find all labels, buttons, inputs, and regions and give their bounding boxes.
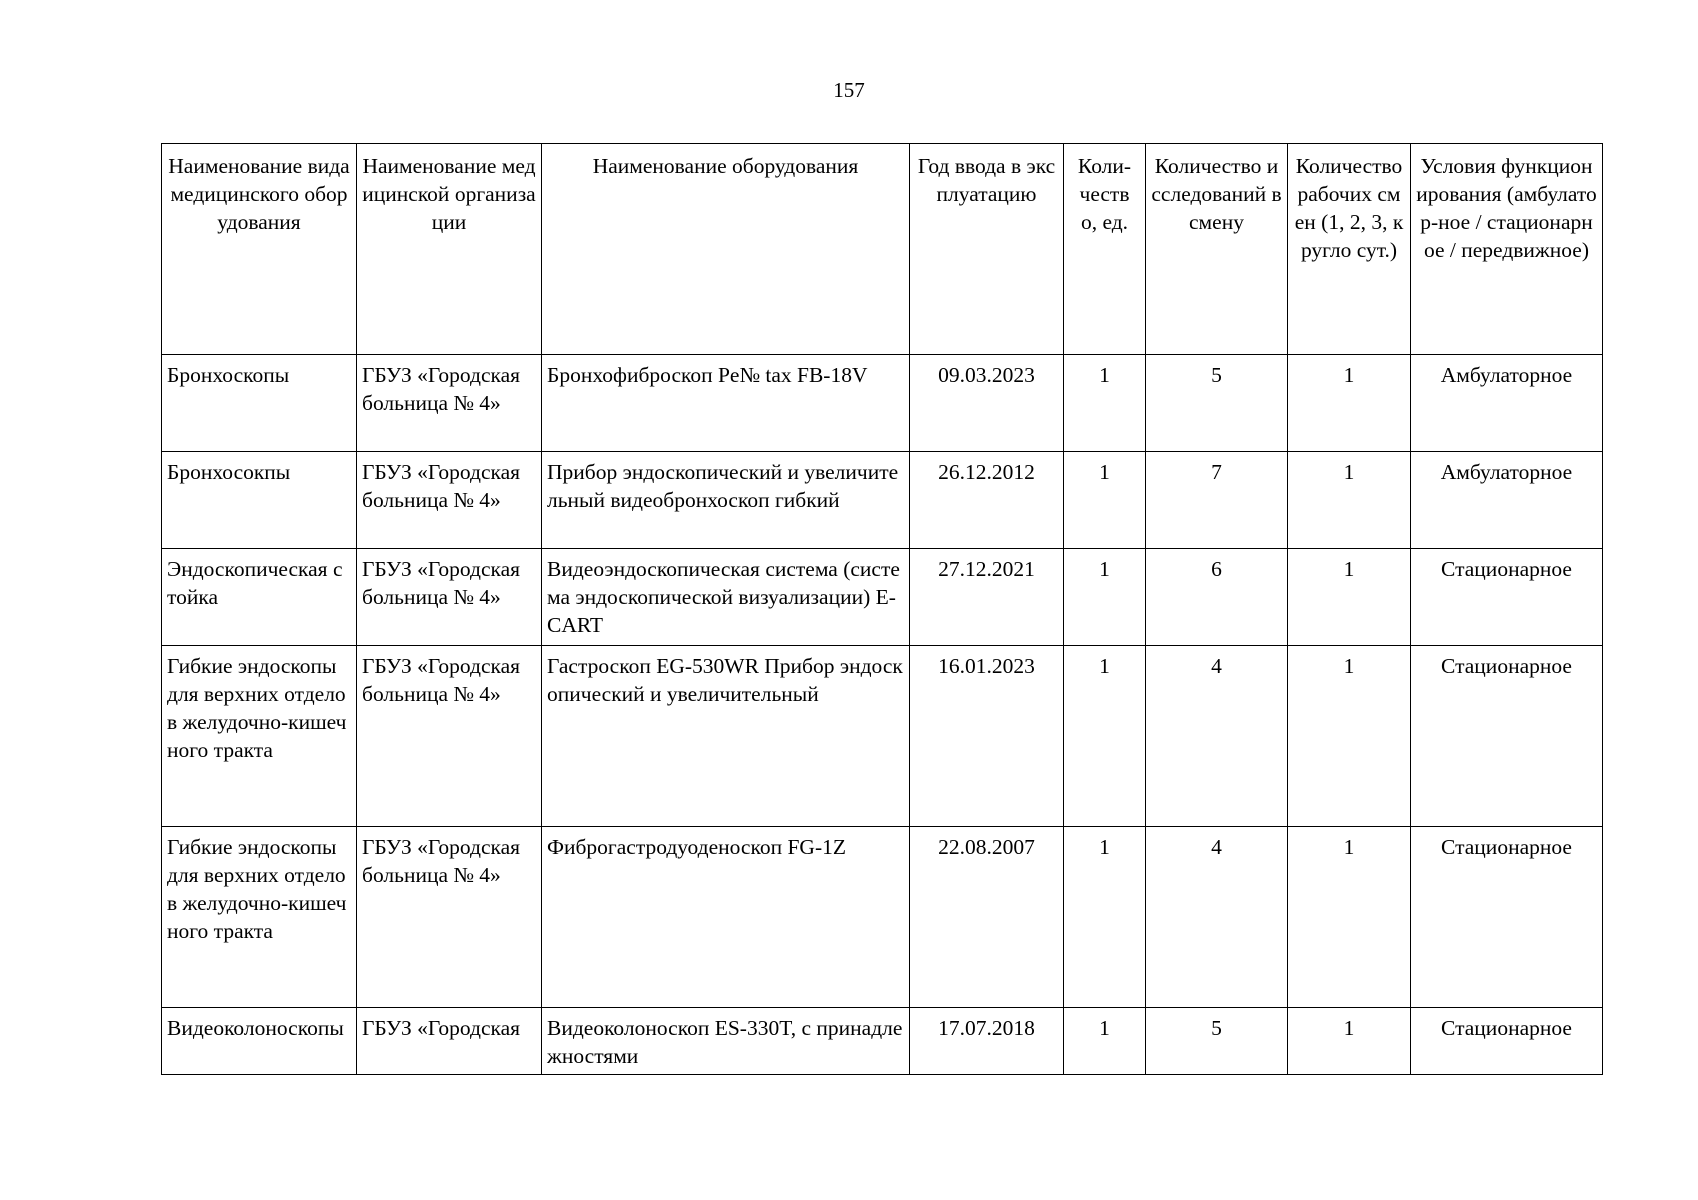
cell-equipment-name: Видеоколоноскоп ES-330T, с принадлежностями xyxy=(542,1008,910,1075)
header-equipment-type: Наименование вида медицинского оборудования xyxy=(162,144,357,355)
cell-year: 09.03.2023 xyxy=(910,355,1064,452)
cell-year: 22.08.2007 xyxy=(910,827,1064,1008)
cell-equipment-name: Прибор эндоскопический и увеличительный видеобронхоскоп гибкий xyxy=(542,452,910,549)
page-number: 157 xyxy=(833,78,865,102)
header-quantity: Коли- честв о, ед. xyxy=(1064,144,1146,355)
cell-equipment-name: Фиброгастродуоденоскоп FG-1Z xyxy=(542,827,910,1008)
cell-equipment-type: Бронхоскопы xyxy=(162,355,357,452)
cell-shifts: 1 xyxy=(1288,452,1411,549)
table-row xyxy=(162,452,1603,549)
cell-conditions: Стационарное xyxy=(1411,827,1603,1008)
table-row xyxy=(162,646,1603,827)
table-row xyxy=(162,355,1603,452)
cell-quantity: 1 xyxy=(1064,452,1146,549)
cell-organization: ГБУЗ «Городская больница № 4» xyxy=(357,827,542,1008)
cell-shifts: 1 xyxy=(1288,549,1411,646)
cell-organization: ГБУЗ «Городская больница № 4» xyxy=(357,646,542,827)
cell-equipment-type: Гибкие эндоскопы для верхних отделов желудочно-кишечного тракта xyxy=(162,646,357,827)
cell-equipment-type: Гибкие эндоскопы для верхних отделов желудочно-кишечного тракта xyxy=(162,827,357,1008)
cell-equipment-name: Видеоэндоскопическая система (система эндоскопической визуализации) E-CART xyxy=(542,549,910,646)
cell-organization: ГБУЗ «Городская xyxy=(357,1008,542,1075)
cell-quantity: 1 xyxy=(1064,1008,1146,1075)
cell-organization: ГБУЗ «Городская больница № 4» xyxy=(357,355,542,452)
cell-studies: 5 xyxy=(1146,355,1288,452)
header-shifts: Количество рабочих смен (1, 2, 3, кругло сут.) xyxy=(1288,144,1411,355)
cell-equipment-type: Видеоколоноскопы xyxy=(162,1008,357,1075)
cell-year: 17.07.2018 xyxy=(910,1008,1064,1075)
cell-organization: ГБУЗ «Городская больница № 4» xyxy=(357,549,542,646)
cell-studies: 7 xyxy=(1146,452,1288,549)
header-year: Год ввода в эксплуатацию xyxy=(910,144,1064,355)
header-studies-per-shift: Количество исследований в смену xyxy=(1146,144,1288,355)
equipment-table xyxy=(161,143,1603,1075)
cell-studies: 4 xyxy=(1146,827,1288,1008)
table-row xyxy=(162,827,1603,1008)
cell-equipment-type: Эндоскопическая стойка xyxy=(162,549,357,646)
cell-conditions: Амбулаторное xyxy=(1411,355,1603,452)
cell-studies: 5 xyxy=(1146,1008,1288,1075)
table-header-row xyxy=(162,144,1603,355)
cell-conditions: Стационарное xyxy=(1411,1008,1603,1075)
table-row xyxy=(162,549,1603,646)
cell-shifts: 1 xyxy=(1288,355,1411,452)
header-organization: Наименование медицинской организации xyxy=(357,144,542,355)
cell-year: 27.12.2021 xyxy=(910,549,1064,646)
cell-shifts: 1 xyxy=(1288,646,1411,827)
cell-quantity: 1 xyxy=(1064,827,1146,1008)
cell-shifts: 1 xyxy=(1288,827,1411,1008)
cell-quantity: 1 xyxy=(1064,355,1146,452)
cell-year: 26.12.2012 xyxy=(910,452,1064,549)
table-row xyxy=(162,1008,1603,1075)
cell-equipment-type: Бронхосокпы xyxy=(162,452,357,549)
cell-organization: ГБУЗ «Городская больница № 4» xyxy=(357,452,542,549)
cell-studies: 6 xyxy=(1146,549,1288,646)
cell-conditions: Стационарное xyxy=(1411,646,1603,827)
cell-quantity: 1 xyxy=(1064,549,1146,646)
cell-quantity: 1 xyxy=(1064,646,1146,827)
cell-conditions: Стационарное xyxy=(1411,549,1603,646)
header-equipment-name: Наименование оборудования xyxy=(542,144,910,355)
cell-equipment-name: Бронхофиброскоп Pe№ tax FB-18V xyxy=(542,355,910,452)
cell-year: 16.01.2023 xyxy=(910,646,1064,827)
cell-conditions: Амбулаторное xyxy=(1411,452,1603,549)
cell-equipment-name: Гастроскоп EG-530WR Прибор эндоскопический и увеличительный xyxy=(542,646,910,827)
cell-studies: 4 xyxy=(1146,646,1288,827)
header-conditions: Условия функционирования (амбулатор-ное / стационарное / передвижное) xyxy=(1411,144,1603,355)
cell-shifts: 1 xyxy=(1288,1008,1411,1075)
